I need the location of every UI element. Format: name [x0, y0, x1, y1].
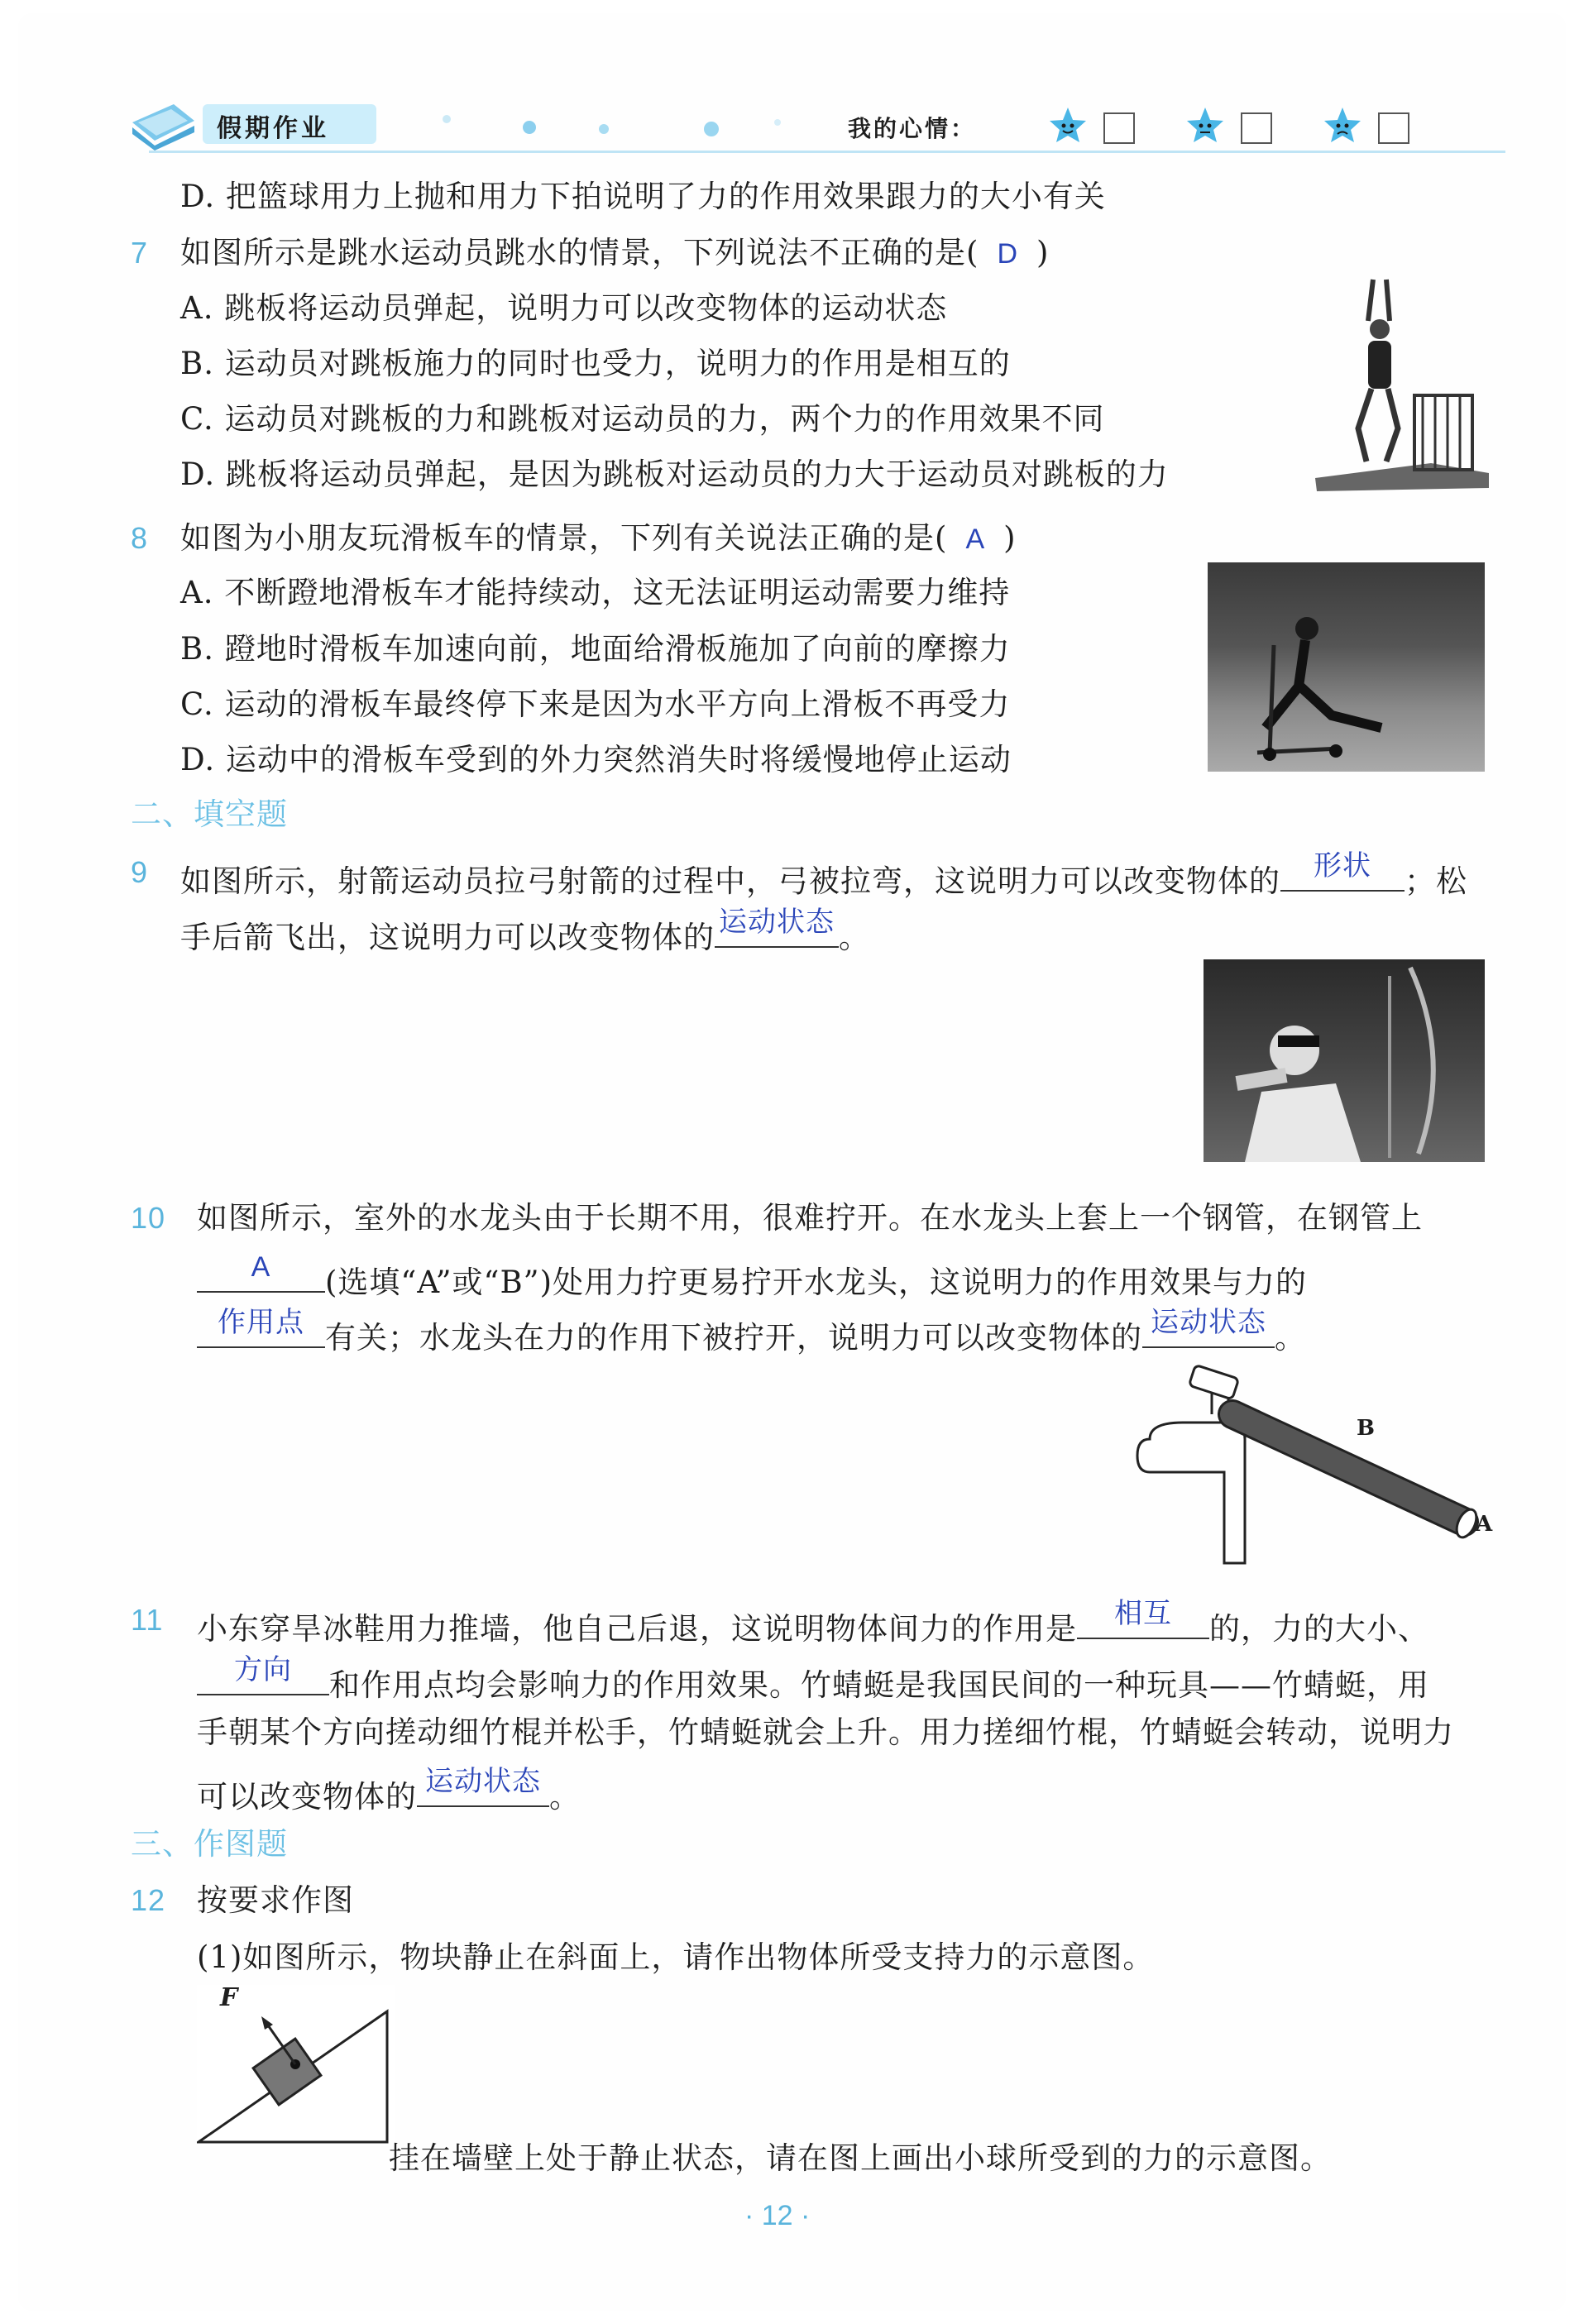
q10-line3: 作用点 有关；水龙头在力的作用下被拧开，说明力可以改变物体的 运动状态 。 — [197, 1308, 1306, 1359]
q7-stem: 如图所示是跳水运动员跳水的情景，下列说法不正确的是( D ) — [180, 235, 1050, 270]
q9-line1: 如图所示，射箭运动员拉弓射箭的过程中，弓被拉弯，这说明力可以改变物体的 形状 ；松 — [180, 852, 1467, 902]
force-label: F — [220, 1983, 238, 2012]
q12-stem: 按要求作图 — [197, 1882, 354, 1918]
q10-line1: 如图所示，室外的水龙头由于长期不用，很难拧开。在水龙头上套上一个钢管，在钢管上 — [197, 1200, 1423, 1236]
q11-line1: 小东穿旱冰鞋用力推墙，他自己后退，这说明物体间力的作用是 相互 的，力的大小、 — [197, 1600, 1429, 1650]
q7-number: 7 — [131, 236, 149, 270]
q8-answer: A — [965, 524, 986, 555]
mood-checkbox[interactable] — [1378, 112, 1409, 144]
mood-star-icon — [1323, 106, 1361, 147]
q8-option: C. 运动的滑板车最终停下来是因为水平方向上滑板不再受力 — [180, 686, 1011, 722]
q12-number: 12 — [131, 1883, 166, 1917]
q7-option: B. 运动员对跳板施力的同时也受力，说明力的作用是相互的 — [180, 346, 1011, 381]
q11-answer-3: 运动状态 — [425, 1766, 541, 1797]
q9-line2: 手后箭飞出，这说明力可以改变物体的 运动状态 。 — [180, 908, 870, 959]
q8-option: D. 运动中的滑板车受到的外力突然消失时将缓慢地停止运动 — [180, 742, 1012, 777]
header-badge: 假期作业 — [217, 114, 329, 143]
q8-stem: 如图为小朋友玩滑板车的情景，下列有关说法正确的是( A ) — [180, 520, 1017, 556]
q10-line2: A (选填“A”或“B”)处用力拧更易拧开水龙头，这说明力的作用效果与力的 — [197, 1253, 1307, 1303]
mood-label: 我的心情： — [848, 115, 977, 142]
q10-answer-1: A — [251, 1251, 271, 1283]
mood-checkbox[interactable] — [1241, 112, 1272, 144]
q10-answer-2: 作用点 — [218, 1307, 304, 1338]
q7-answer: D — [997, 238, 1018, 270]
faucet-figure — [1133, 1365, 1497, 1580]
q12-part1: (1)如图所示，物块静止在斜面上，请作出物体所受支持力的示意图。 — [197, 1939, 1155, 1975]
q9-number: 9 — [131, 855, 149, 889]
q8-option: B. 蹬地时滑板车加速向前，地面给滑板施加了向前的摩擦力 — [180, 631, 1011, 667]
mood-star-icon — [1049, 106, 1087, 147]
q11-line2: 方向 和作用点均会影响力的作用效果。竹蜻蜓是我国民间的一种玩具——竹蜻蜓，用 — [197, 1656, 1429, 1706]
q6-option-d: D. 把篮球用力上抛和用力下拍说明了力的作用效果跟力的大小有关 — [180, 179, 1106, 214]
q11-line4: 可以改变物体的 运动状态 。 — [197, 1767, 581, 1818]
section-fill-in: 二、填空题 — [131, 796, 288, 832]
archery-photo — [1204, 959, 1485, 1162]
q11-answer-1: 相互 — [1114, 1598, 1172, 1629]
faucet-label-a: A — [1476, 1512, 1493, 1537]
page-number: · 12 · — [744, 2200, 811, 2231]
q10-answer-3: 运动状态 — [1151, 1307, 1266, 1338]
q9-answer-2: 运动状态 — [719, 906, 835, 938]
header-rule — [149, 151, 1505, 153]
q11-line3: 手朝某个方向搓动细竹棍并松手，竹蜻蜓就会上升。用力搓细竹棍，竹蜻蜓会转动，说明力 — [197, 1714, 1454, 1750]
header-dots — [430, 112, 802, 137]
q7-option: D. 跳板将运动员弹起，是因为跳板对运动员的力大于运动员对跳板的力 — [180, 457, 1169, 492]
mood-checkbox[interactable] — [1103, 112, 1135, 144]
q10-number: 10 — [131, 1201, 166, 1235]
q12-part2-fragment: 挂在墙壁上处于静止状态，请在图上画出小球所受到的力的示意图。 — [389, 2140, 1332, 2176]
header-book-icon — [128, 98, 199, 151]
q11-answer-2: 方向 — [234, 1654, 292, 1686]
q11-number: 11 — [131, 1603, 164, 1637]
faucet-label-b: B — [1357, 1416, 1375, 1441]
q8-number: 8 — [131, 521, 149, 555]
section-drawing: 三、作图题 — [131, 1826, 288, 1862]
q9-answer-1: 形状 — [1314, 850, 1371, 882]
diver-figure — [1307, 271, 1489, 495]
q7-option: C. 运动员对跳板的力和跳板对运动员的力，两个力的作用效果不同 — [180, 401, 1105, 437]
q7-option: A. 跳板将运动员弹起，说明力可以改变物体的运动状态 — [180, 290, 948, 326]
scooter-photo — [1208, 562, 1485, 772]
q8-option: A. 不断蹬地滑板车才能持续动，这无法证明运动需要力维持 — [180, 575, 1011, 610]
mood-star-icon — [1186, 106, 1224, 147]
